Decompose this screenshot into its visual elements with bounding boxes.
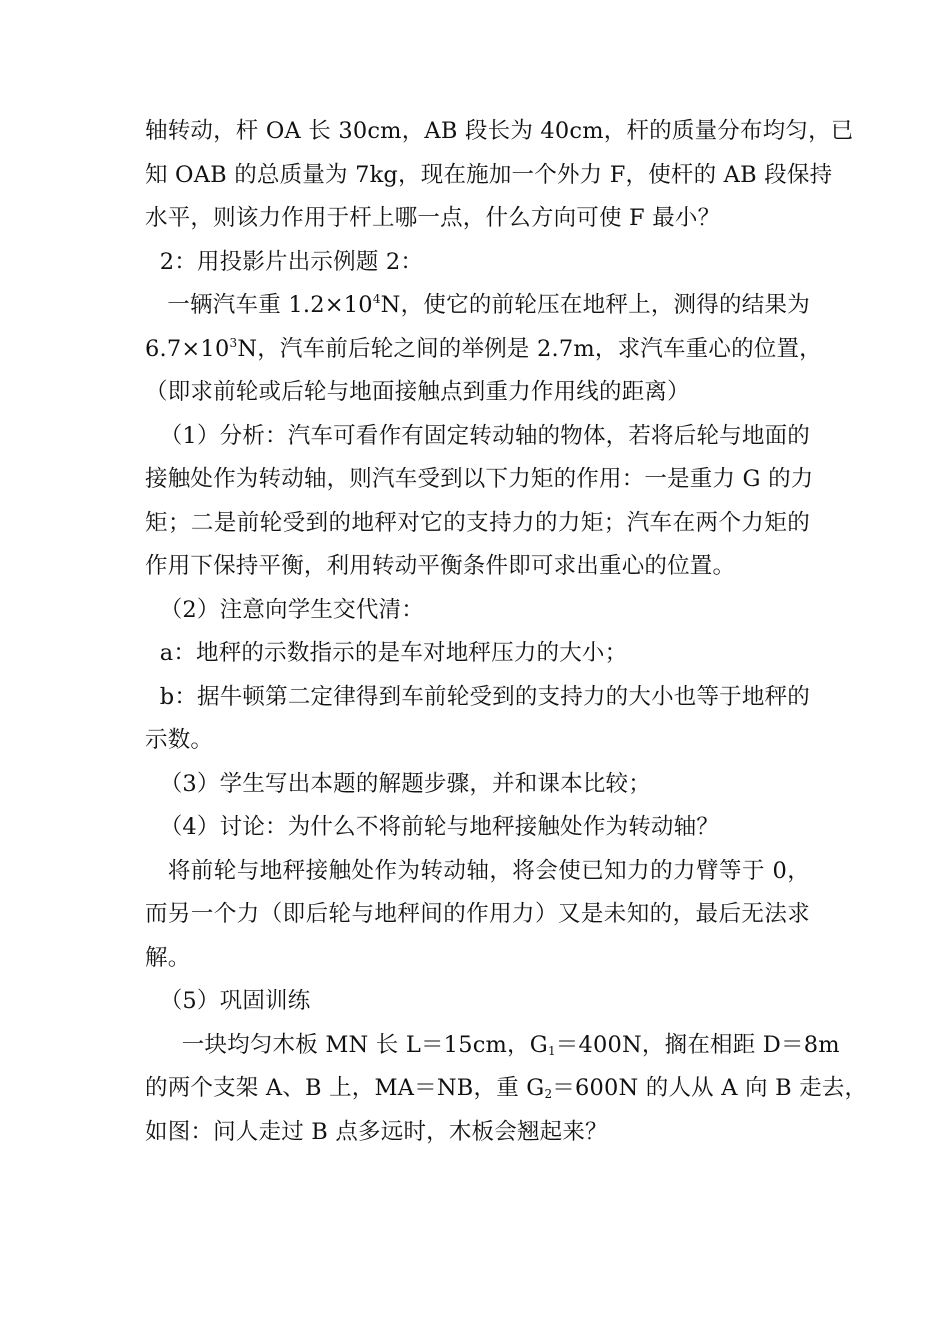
- text-line: 将前轮与地秤接触处作为转动轴，将会使已知力的力臂等于 0，: [145, 857, 810, 884]
- text-line: 轴转动，杆 OA 长 30cm，AB 段长为 40cm，杆的质量分布均匀，已: [145, 118, 854, 144]
- text-line: （即求前轮或后轮与地面接触点到重力作用线的距离）: [145, 379, 690, 405]
- text-line: $6.7\times 10^3N$，汽车前后轮之间的举例是 2.7m，求汽车重心的位置，: [145, 335, 822, 362]
- paragraph-step-4: [145, 806, 810, 850]
- text-line: （2）注意向学生交代清：: [145, 596, 424, 623]
- text-line: 水平，则该力作用于杆上哪一点，什么方向可使 F 最小？: [145, 205, 721, 231]
- text-line: 矩；二是前轮受到的地秤对它的支持力的力矩；汽车在两个力矩的: [145, 509, 810, 536]
- paragraph-problem-continuation: [145, 110, 854, 241]
- paragraph-example-2-heading: [145, 241, 810, 285]
- text-line: 示数。: [145, 727, 214, 753]
- text-line: a：地秤的示数指示的是车对地秤压力的大小；: [145, 640, 628, 666]
- text-line: （5）巩固训练: [145, 988, 311, 1014]
- paragraph-example-2-problem: [145, 284, 822, 415]
- document-body: [145, 110, 868, 1154]
- text-line: （1）分析：汽车可看作有固定转动轴的物体，若将后轮与地面的: [145, 422, 810, 449]
- text-line: （4）讨论：为什么不将前轮与地秤接触处作为转动轴？: [145, 814, 720, 840]
- paragraph-note-a: [145, 632, 810, 676]
- paragraph-step-5: [145, 980, 810, 1024]
- text-line: 知 OAB 的总质量为 7kg，现在施加一个外力 F，使杆的 AB 段保持: [145, 161, 833, 188]
- text-line: 一辆汽车重 $1.2\times 10^4N$，使它的前轮压在地秤上，测得的结果为: [145, 292, 810, 318]
- text-line: 一块均匀木板 MN 长 L＝15cm，$G_1=400N$，搁在相距 D＝8m: [145, 1031, 840, 1058]
- paragraph-note-b: [145, 676, 810, 763]
- text-line: 接触处作为转动轴，则汽车受到以下力矩的作用：一是重力 G 的力: [145, 466, 814, 492]
- paragraph-analysis: [145, 415, 814, 589]
- text-line: 2：用投影片出示例题 2：: [145, 248, 424, 275]
- text-line: 的两个支架 A、B 上，MA＝NB，重 $G_2=600N$ 的人从 A 向 B 走去，: [145, 1075, 868, 1101]
- text-line: 如图：问人走过 B 点多远时，木板会翘起来？: [145, 1118, 608, 1145]
- paragraph-step-3: [145, 763, 810, 807]
- text-line: 解。: [145, 944, 191, 971]
- text-line: 而另一个力（即后轮与地秤间的作用力）又是未知的，最后无法求: [145, 901, 810, 927]
- text-line: 作用下保持平衡，利用转动平衡条件即可求出重心的位置。: [145, 553, 736, 579]
- text-line: b：据牛顿第二定律得到车前轮受到的支持力的大小也等于地秤的: [145, 683, 810, 710]
- text-line: （3）学生写出本题的解题步骤，并和课本比较；: [145, 770, 651, 797]
- paragraph-discussion-answer: [145, 850, 810, 981]
- paragraph-exercise-problem: [145, 1024, 868, 1155]
- paragraph-note-heading: [145, 589, 810, 633]
